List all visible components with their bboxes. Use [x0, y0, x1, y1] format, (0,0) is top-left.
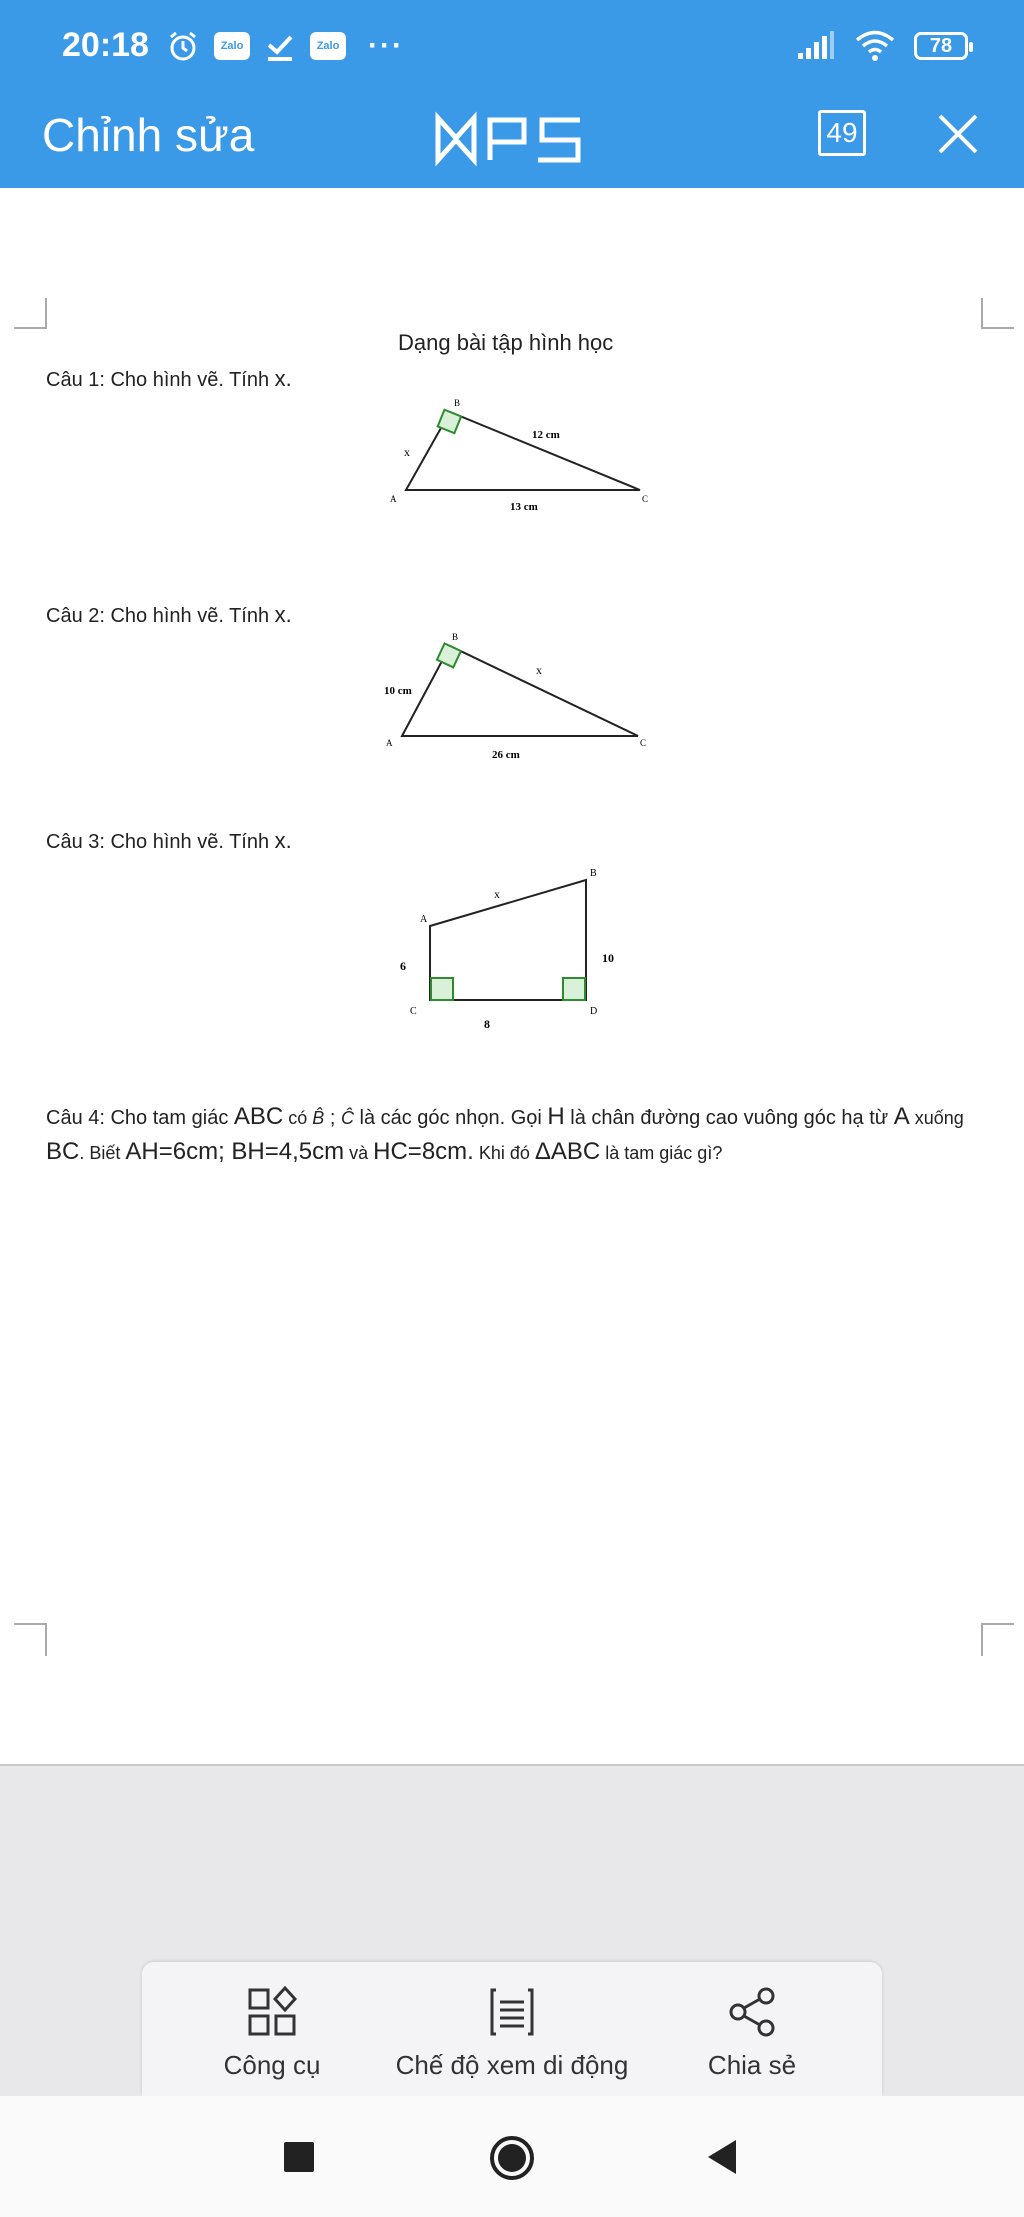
- mobile-view-icon: [484, 1984, 540, 2040]
- home-icon[interactable]: [488, 2134, 536, 2182]
- q4-text: là tam giác gì?: [600, 1143, 723, 1163]
- q4-text: có: [283, 1108, 313, 1128]
- question-1: [46, 366, 292, 392]
- q4-h: H: [547, 1103, 565, 1130]
- question-3-var: x.: [274, 828, 292, 853]
- question-4: [46, 1100, 976, 1170]
- q4-text: . Biết: [79, 1143, 126, 1163]
- fig2-label-A: A: [386, 738, 393, 748]
- fig1-label-ac: 13 cm: [510, 501, 538, 513]
- edit-button[interactable]: Chỉnh sửa: [42, 109, 255, 161]
- fig3-label-ac: 6: [400, 959, 406, 973]
- fig3-label-C: C: [410, 1006, 417, 1017]
- q4-a: A: [893, 1103, 910, 1130]
- app-header: [0, 92, 1024, 188]
- fig2-label-B: B: [452, 632, 459, 642]
- fig3-label-cd: 8: [484, 1017, 490, 1031]
- download-done-icon: [264, 30, 296, 62]
- fig1-label-bc: 12 cm: [532, 429, 560, 441]
- fig3-label-x: x: [494, 887, 500, 901]
- mobile-view-label: Chế độ xem di động: [395, 2050, 629, 2080]
- q4-text: là chân đường cao vuông góc hạ từ: [564, 1107, 894, 1129]
- fig1-label-A: A: [390, 494, 397, 504]
- q4-text: Câu 4: Cho tam giác: [46, 1107, 234, 1129]
- status-bar: [0, 0, 1024, 92]
- q4-angle-c: Ĉ: [340, 1108, 354, 1128]
- alarm-icon: [166, 29, 200, 63]
- question-3-text: Câu 3: Cho hình vẽ. Tính: [46, 831, 275, 853]
- q4-abc: ABC: [233, 1103, 284, 1130]
- mobile-view-button[interactable]: [382, 1962, 642, 2096]
- figure-3-trapezoid: [390, 856, 620, 1056]
- q4-text: là các góc nhọn. Gọi: [353, 1107, 548, 1129]
- page-corner-mark: [974, 1620, 1014, 1660]
- fig2-label-ac: 26 cm: [492, 749, 520, 758]
- question-3: [46, 828, 292, 854]
- more-notifications-indicator: ···: [368, 29, 404, 62]
- page-corner-mark: [14, 1620, 54, 1660]
- share-icon: [724, 1984, 780, 2040]
- fig1-label-x: x: [404, 445, 410, 459]
- wps-logo: [432, 104, 592, 174]
- system-navigation-bar: [0, 2096, 1024, 2217]
- wps-logo-text: WPS: [432, 104, 435, 105]
- fig3-label-A: A: [420, 914, 428, 925]
- page-count-button[interactable]: 49: [818, 110, 866, 156]
- q4-text: và: [344, 1143, 374, 1163]
- document-title: Dạng bài tập hình học: [398, 330, 614, 355]
- zalo-notification-icon: Zalo: [214, 32, 250, 60]
- back-icon[interactable]: [704, 2138, 740, 2176]
- q4-angle-b: B̂: [312, 1108, 325, 1128]
- q4-values: AH=6cm; BH=4,5cm: [125, 1138, 345, 1165]
- recent-apps-icon[interactable]: [282, 2140, 316, 2174]
- q4-triangle: ΔABC: [534, 1138, 601, 1165]
- q4-text: xuống: [909, 1108, 964, 1128]
- fig3-label-D: D: [590, 1006, 598, 1017]
- fig3-label-B: B: [590, 868, 597, 879]
- share-label: Chia sẻ: [707, 2050, 797, 2080]
- tools-label: Công cụ: [223, 2050, 321, 2080]
- wifi-icon: [854, 30, 896, 62]
- q4-hc: HC=8cm.: [373, 1138, 474, 1165]
- q4-bc: BC: [46, 1138, 80, 1165]
- page-corner-mark: [974, 298, 1014, 338]
- fig1-label-B: B: [454, 398, 461, 408]
- zalo-notification-icon-2: Zalo: [310, 32, 346, 60]
- question-2-text: Câu 2: Cho hình vẽ. Tính: [46, 605, 275, 627]
- status-time: 20:18: [62, 26, 149, 64]
- tools-grid-icon: [244, 1984, 300, 2040]
- question-2-var: x.: [274, 602, 292, 627]
- question-1-text: Câu 1: Cho hình vẽ. Tính: [46, 369, 275, 391]
- tools-button[interactable]: [182, 1962, 362, 2096]
- page-corner-mark: [14, 298, 54, 338]
- question-1-var: x.: [274, 366, 292, 391]
- document-page[interactable]: [0, 188, 1024, 1766]
- close-icon[interactable]: [932, 108, 984, 160]
- figure-1-triangle: [370, 396, 660, 516]
- q4-text: ;: [324, 1107, 341, 1129]
- signal-icon: [796, 31, 836, 61]
- fig2-label-x: x: [536, 663, 542, 677]
- fig3-label-bd: 10: [602, 951, 614, 965]
- battery-icon: 78: [914, 32, 968, 60]
- question-2: [46, 602, 292, 628]
- status-notifications: [166, 24, 404, 68]
- fig1-label-C: C: [642, 494, 649, 504]
- status-system-icons: [796, 24, 968, 68]
- bottom-toolbar: [142, 1962, 882, 2096]
- q4-text: Khi đó: [473, 1143, 535, 1163]
- fig2-label-C: C: [640, 738, 647, 748]
- share-button[interactable]: [662, 1962, 842, 2096]
- fig2-label-ab: 10 cm: [384, 685, 412, 697]
- figure-2-triangle: [370, 628, 660, 758]
